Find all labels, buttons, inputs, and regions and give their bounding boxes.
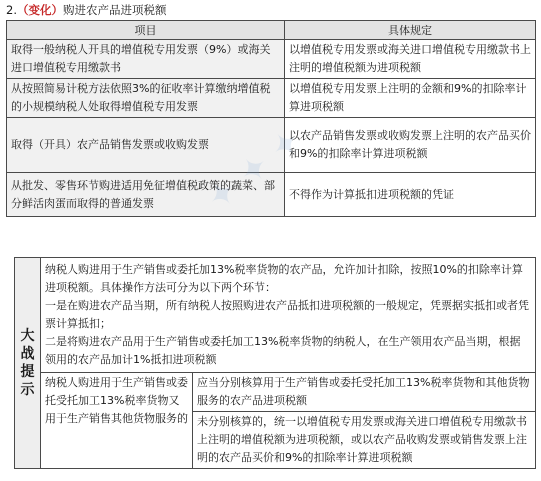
tips-intro-line: 纳税人购进用于生产销售或委托加13%税率货物的农产品，允许加计扣除，按照10%的扣除率计算进项税额。具体操作方法可分为以下两个环节： (45, 263, 523, 294)
row-rule: 以农产品销售发票或收购发票上注明的农产品买价和9%的扣除率计算进项税额 (285, 118, 536, 173)
row-rule: 以增值税专用发票上注明的金额和9%的扣除率计算进项税额 (285, 79, 536, 118)
row-rule: 以增值税专用发票或海关进口增值税专用缴款书上注明的增值税额为进项税额 (285, 40, 536, 79)
header-item: 项目 (7, 21, 285, 40)
heading-title: 购进农产品进项税额 (62, 3, 167, 17)
table-row (7, 173, 536, 217)
table-row (7, 118, 536, 173)
row-item: 取得一般纳税人开具的增值税专用发票（9%）或海关进口增值税专用缴款书 (7, 40, 285, 79)
watermark: ✦ (262, 120, 310, 170)
tips-label: 大战提示 (15, 258, 41, 469)
tips-intro-line: 一是在购进农产品当期，所有纳税人按照购进农产品抵扣进项税额的一般规定，凭票据实抵扣或者凭票计算抵扣； (45, 299, 529, 330)
header-rule: 具体规定 (285, 21, 536, 40)
tips-intro (41, 258, 536, 373)
rules-table (6, 20, 536, 217)
tips-mixed-row (15, 373, 536, 412)
tips-intro-line: 二是将购进农产品用于生产销售或委托加工13%税率货物的纳税人，在生产领用农产品当期，根据领用的农产品加计1%抵扣进项税额 (45, 335, 521, 366)
tips-intro-row (15, 258, 536, 373)
change-tag: （变化） (16, 3, 63, 17)
mixed-not-separate-rule: 未分别核算的，统一以增值税专用发票或海关进口增值税专用缴款书上注明的增值税额为进项税额，或以农产品收购发票或销售发票上注明的农产品买价和9%的扣除率计算进项税额 (193, 412, 536, 469)
row-item: 从批发、零售环节购进适用免征增值税政策的蔬菜、部分鲜活肉蛋而取得的普通发票 (7, 173, 285, 217)
table-header-row (7, 21, 536, 40)
row-item: 取得（开具）农产品销售发票或收购发票 (7, 118, 285, 173)
mixed-separate-rule: 应当分别核算用于生产销售或委托受托加工13%税率货物和其他货物服务的农产品进项税额 (193, 373, 536, 412)
row-item: 从按照简易计税方法依照3%的征收率计算缴纳增值税的小规模纳税人处取得增值税专用发票 (7, 79, 285, 118)
tips-table (14, 257, 536, 469)
row-rule: 不得作为计算抵扣进项税额的凭证 (285, 173, 536, 217)
section-heading (6, 3, 166, 17)
table-row (7, 79, 536, 118)
table-row (7, 40, 536, 79)
heading-number: 2. (6, 3, 17, 17)
mixed-condition: 纳税人购进用于生产销售或委托受托加工13%税率货物又用于生产销售其他货物服务的 (41, 373, 193, 469)
